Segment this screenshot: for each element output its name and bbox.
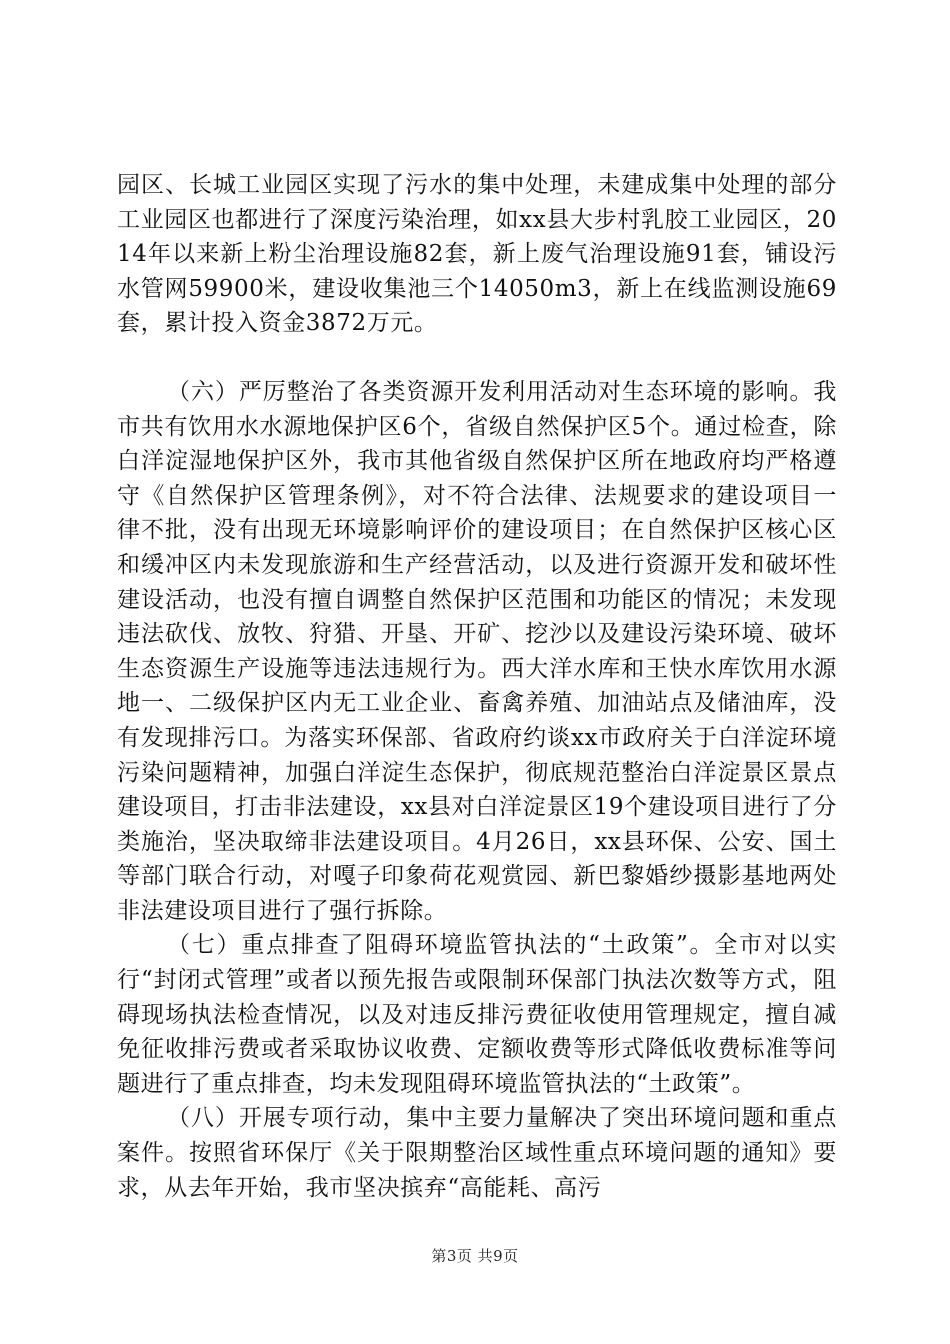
paragraph-industrial-parks: 园区、长城工业园区实现了污水的集中处理，未建成集中处理的部分工业园区也都进行了深度污染治理，如xx县大步村乳胶工业园区，2014年以来新上粉尘治理设施82套，新上废气治理设施91套，铺设污水管网59900米，建设收集池三个14050m3，新上在线监测设施69套，累计投入资金3872万元。 <box>117 172 837 337</box>
paragraph-section-eight: （八）开展专项行动，集中主要力量解决了突出环境问题和重点案件。按照省环保厅《关于限期整治区域性重点环境问题的通知》要求，从去年开始，我市坚决摈弃“高能耗、高污 <box>117 1105 837 1201</box>
page-number-footer: 第3页 共9页 <box>431 1247 519 1265</box>
document-body <box>117 168 837 1205</box>
paragraph-gap <box>117 341 837 375</box>
paragraph-section-six: （六）严厉整治了各类资源开发利用活动对生态环境的影响。我市共有饮用水水源地保护区6个，省级自然保护区5个。通过检查，除白洋淀湿地保护区外，我市其他省级自然保护区所在地政府均严格遵守《自然保护区管理条例》，对不符合法律、法规要求的建设项目一律不批，没有出现无环境影响评价的建设项目；在自然保护区核心区和缓冲区内未发现旅游和生产经营活动，以及进行资源开发和破坏性建设活动，也没有擅自调整自然保护区范围和功能区的情况；未发现违法砍伐、放牧、狩猎、开垦、开矿、挖沙以及建设污染环境、破坏生态资源生产设施等违法违规行为。西大洋水库和王快水库饮用水源地一、二级保护区内无工业企业、畜禽养殖、加油站点及储油库，没有发现排污口。为落实环保部、省政府约谈xx市政府关于白洋淀环境污染问题精神，加强白洋淀生态保护，彻底规范整治白洋淀景区景点建设项目，打击非法建设，xx县对白洋淀景区19个建设项目进行了分类施治，坚决取缔非法建设项目。4月26日，xx县环保、公安、国土等部门联合行动，对嘎子印象荷花观赏园、新巴黎婚纱摄影基地两处非法建设项目进行了强行拆除。 <box>117 378 837 924</box>
paragraph-section-seven: （七）重点排查了阻碍环境监管执法的“土政策”。全市对以实行“封闭式管理”或者以预先报告或限制环保部门执法次数等方式，阻碍现场执法检查情况，以及对违反排污费征收使用管理规定，擅自减免征收排污费或者采取协议收费、定额收费等形式降低收费标准等问题进行了重点排查，均未发现阻碍环境监管执法的“土政策”。 <box>117 932 837 1097</box>
